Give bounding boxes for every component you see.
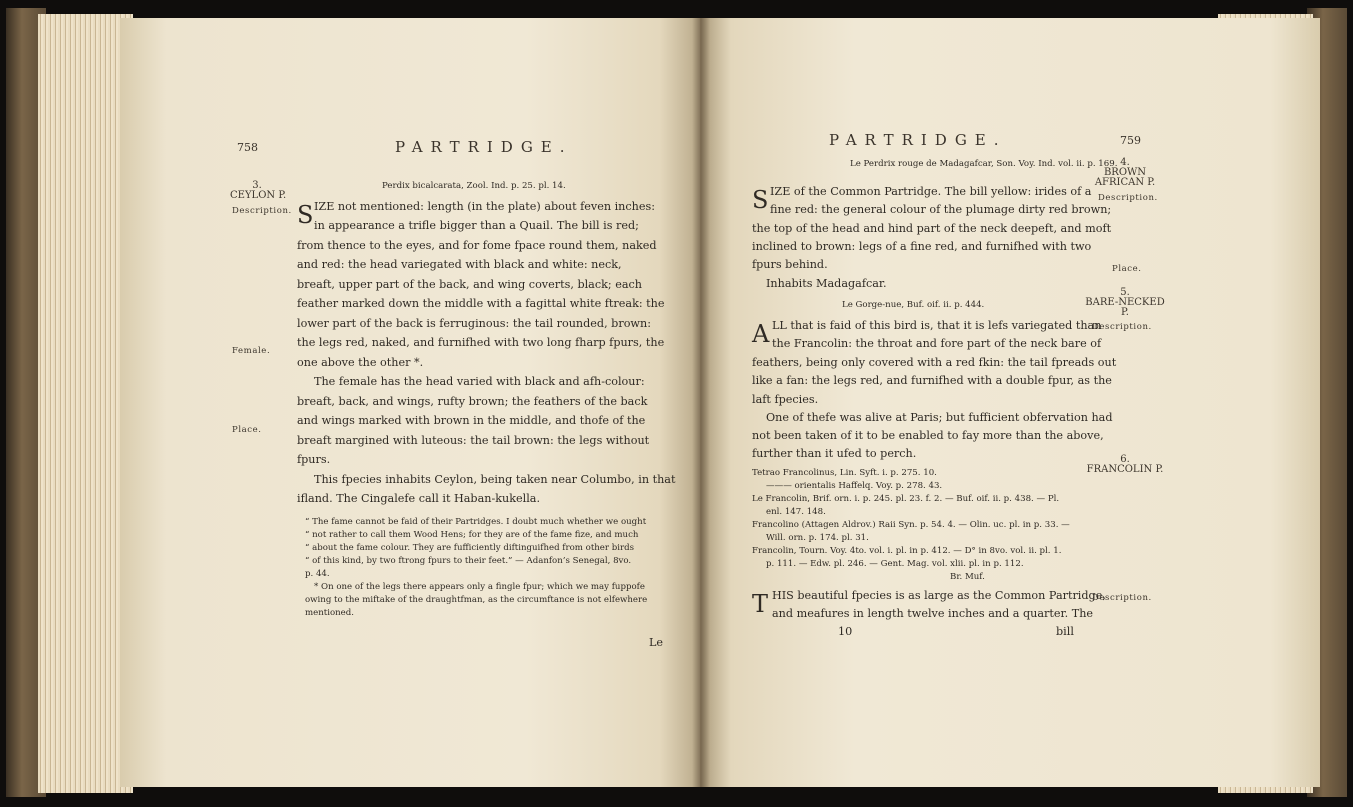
- footnote-line: “ about the fame colour. They are fufficiently diftinguifhed from other birds: [305, 543, 635, 553]
- text-line: One of thefe was alive at Paris; but fufficient obfervation had: [766, 411, 1113, 424]
- sidenote-place: Place.: [1112, 264, 1142, 274]
- drop-cap: S: [297, 201, 314, 229]
- reference-line: Le Francolin, Brif. orn. i. p. 245. pl. 23. f. 2. — Buf. oif. ii. p. 438. — Pl.: [752, 494, 1060, 504]
- sidenote-description: Description.: [1092, 322, 1152, 332]
- text-line: IZE of the Common Partridge. The bill yellow: irides of a: [770, 185, 1092, 198]
- text-line: from thence to the eyes, and for fome fpace round them, naked: [297, 239, 657, 252]
- text-line: and red: the head variegated with black and white: neck,: [297, 258, 622, 271]
- left-running-head: PARTRIDGE.: [395, 138, 573, 156]
- species-number: 6.: [1120, 454, 1130, 465]
- text-line: the legs red, naked, and furnifhed with two long fharp fpurs, the: [297, 336, 665, 349]
- footnote-line: “ The fame cannot be faid of their Partridges. I doubt much whether we ought: [305, 517, 647, 527]
- footnote-line: “ not rather to call them Wood Hens; for they are of the fame fize, and much: [305, 530, 639, 540]
- text-line: feather marked down the middle with a fagittal white ftreak: the: [297, 297, 665, 310]
- text-line: Inhabits Madagafcar.: [766, 277, 887, 290]
- text-line: The female has the head varied with black and afh-colour:: [314, 375, 645, 388]
- text-line: HIS beautiful fpecies is as large as the Common Partridge,: [772, 589, 1106, 602]
- synonym: Perdix bicalcarata, Zool. Ind. p. 25. pl. 14.: [382, 181, 566, 191]
- text-line: breaft margined with luteous: the tail brown: the legs without: [297, 434, 650, 447]
- text-line: not been taken of it to be enabled to fay more than the above,: [752, 429, 1104, 442]
- text-line: fpurs behind.: [752, 258, 828, 271]
- footnote-line: * On one of the legs there appears only a fingle fpur; which we may fuppofe: [314, 582, 645, 592]
- text-line: fpurs.: [297, 453, 331, 466]
- right-page-number: 759: [1120, 134, 1141, 147]
- species-name: FRANCOLIN P.: [1086, 464, 1164, 475]
- sidenote-female: Female.: [232, 346, 271, 356]
- sidenote-description: Description.: [232, 206, 292, 216]
- reference-line: p. 111. — Edw. pl. 246. — Gent. Mag. vol. xlii. pl. in p. 112.: [766, 559, 1024, 569]
- synonym: Le Perdrix rouge de Madagafcar, Son. Voy. Ind. vol. ii. p. 169.: [850, 159, 1118, 169]
- drop-cap: T: [752, 590, 769, 618]
- text-line: the top of the head and hind part of the neck deepeft, and moft: [752, 222, 1112, 235]
- left-page-edges: [38, 14, 133, 793]
- text-line: lower part of the back is ferruginous: the tail rounded, brown:: [297, 317, 651, 330]
- species-name: AFRICAN P.: [1094, 177, 1156, 188]
- text-line: further than it ufed to perch.: [752, 447, 917, 460]
- catchword: bill: [1056, 625, 1074, 638]
- book-gutter: [692, 18, 710, 787]
- reference-line: ——— orientalis Haffelq. Voy. p. 278. 43.: [766, 481, 943, 491]
- text-line: feathers, being only covered with a red fkin: the tail fpreads out: [752, 356, 1117, 369]
- reference-line: enl. 147. 148.: [766, 507, 826, 517]
- text-line: laft fpecies.: [752, 393, 819, 406]
- species-name: BROWN: [1103, 167, 1147, 178]
- reference-line: Br. Muf.: [950, 572, 985, 582]
- text-line: breaft, upper part of the back, and wing coverts, black; each: [297, 278, 642, 291]
- text-line: ifland. The Cingalefe call it Haban-kukella.: [297, 492, 541, 505]
- species-name: BARE-NECKED: [1085, 297, 1165, 308]
- footnote-line: mentioned.: [305, 608, 354, 618]
- drop-cap: A: [752, 320, 770, 348]
- species-name: CEYLON P.: [230, 190, 287, 201]
- footnote-line: “ of this kind, by two ftrong fpurs to their feet.” — Adanfon’s Senegal, 8vo.: [305, 556, 632, 566]
- reference-line: Tetrao Francolinus, Lin. Syft. i. p. 275. 10.: [752, 468, 937, 478]
- species-number: 4.: [1120, 157, 1130, 168]
- text-line: in appearance a trifle bigger than a Quail. The bill is red;: [314, 219, 639, 232]
- text-line: IZE not mentioned: length (in the plate) about feven inches:: [314, 200, 655, 213]
- text-line: breaft, back, and wings, rufty brown; the feathers of the back: [297, 395, 648, 408]
- reference-line: Will. orn. p. 174. pl. 31.: [766, 533, 869, 543]
- signature: 10: [838, 625, 853, 638]
- drop-cap: S: [752, 186, 769, 214]
- catchword: Le: [649, 636, 664, 649]
- footnote-line: owing to the miftake of the draughtfman, as the circumftance is not elfewhere: [305, 595, 648, 605]
- reference-line: Francolino (Attagen Aldrov.) Raii Syn. p. 54. 4. — Olin. uc. pl. in p. 33. —: [752, 520, 1070, 530]
- left-page-number: 758: [237, 141, 258, 154]
- species-number: 5.: [1120, 287, 1130, 298]
- sidenote-description: Description.: [1092, 593, 1152, 603]
- right-running-head: PARTRIDGE.: [829, 131, 1007, 149]
- text-line: This fpecies inhabits Ceylon, being taken near Columbo, in that: [314, 473, 676, 486]
- text-line: the Francolin: the throat and fore part of the neck bare of: [772, 337, 1102, 350]
- species-number: 3.: [252, 180, 262, 191]
- text-line: and wings marked with brown in the middle, and thofe of the: [297, 414, 646, 427]
- footnote-line: p. 44.: [305, 569, 330, 579]
- text-line: and meafures in length twelve inches and a quarter. The: [772, 607, 1094, 620]
- species-name: P.: [1121, 307, 1129, 318]
- sidenote-place: Place.: [232, 425, 262, 435]
- synonym: Le Gorge-nue, Buf. oif. ii. p. 444.: [842, 300, 985, 310]
- text-line: fine red: the general colour of the plumage dirty red brown;: [770, 203, 1112, 216]
- text-line: like a fan: the legs red, and furnifhed with a double fpur, as the: [752, 374, 1112, 387]
- text-line: LL that is faid of this bird is, that it is lefs variegated than: [772, 319, 1102, 332]
- reference-line: Francolin, Tourn. Voy. 4to. vol. i. pl. in p. 412. — D° in 8vo. vol. ii. pl. 1.: [752, 546, 1062, 556]
- text-line: one above the other *.: [297, 356, 424, 369]
- text-line: inclined to brown: legs of a fine red, and furnifhed with two: [752, 240, 1092, 253]
- sidenote-description: Description.: [1098, 193, 1158, 203]
